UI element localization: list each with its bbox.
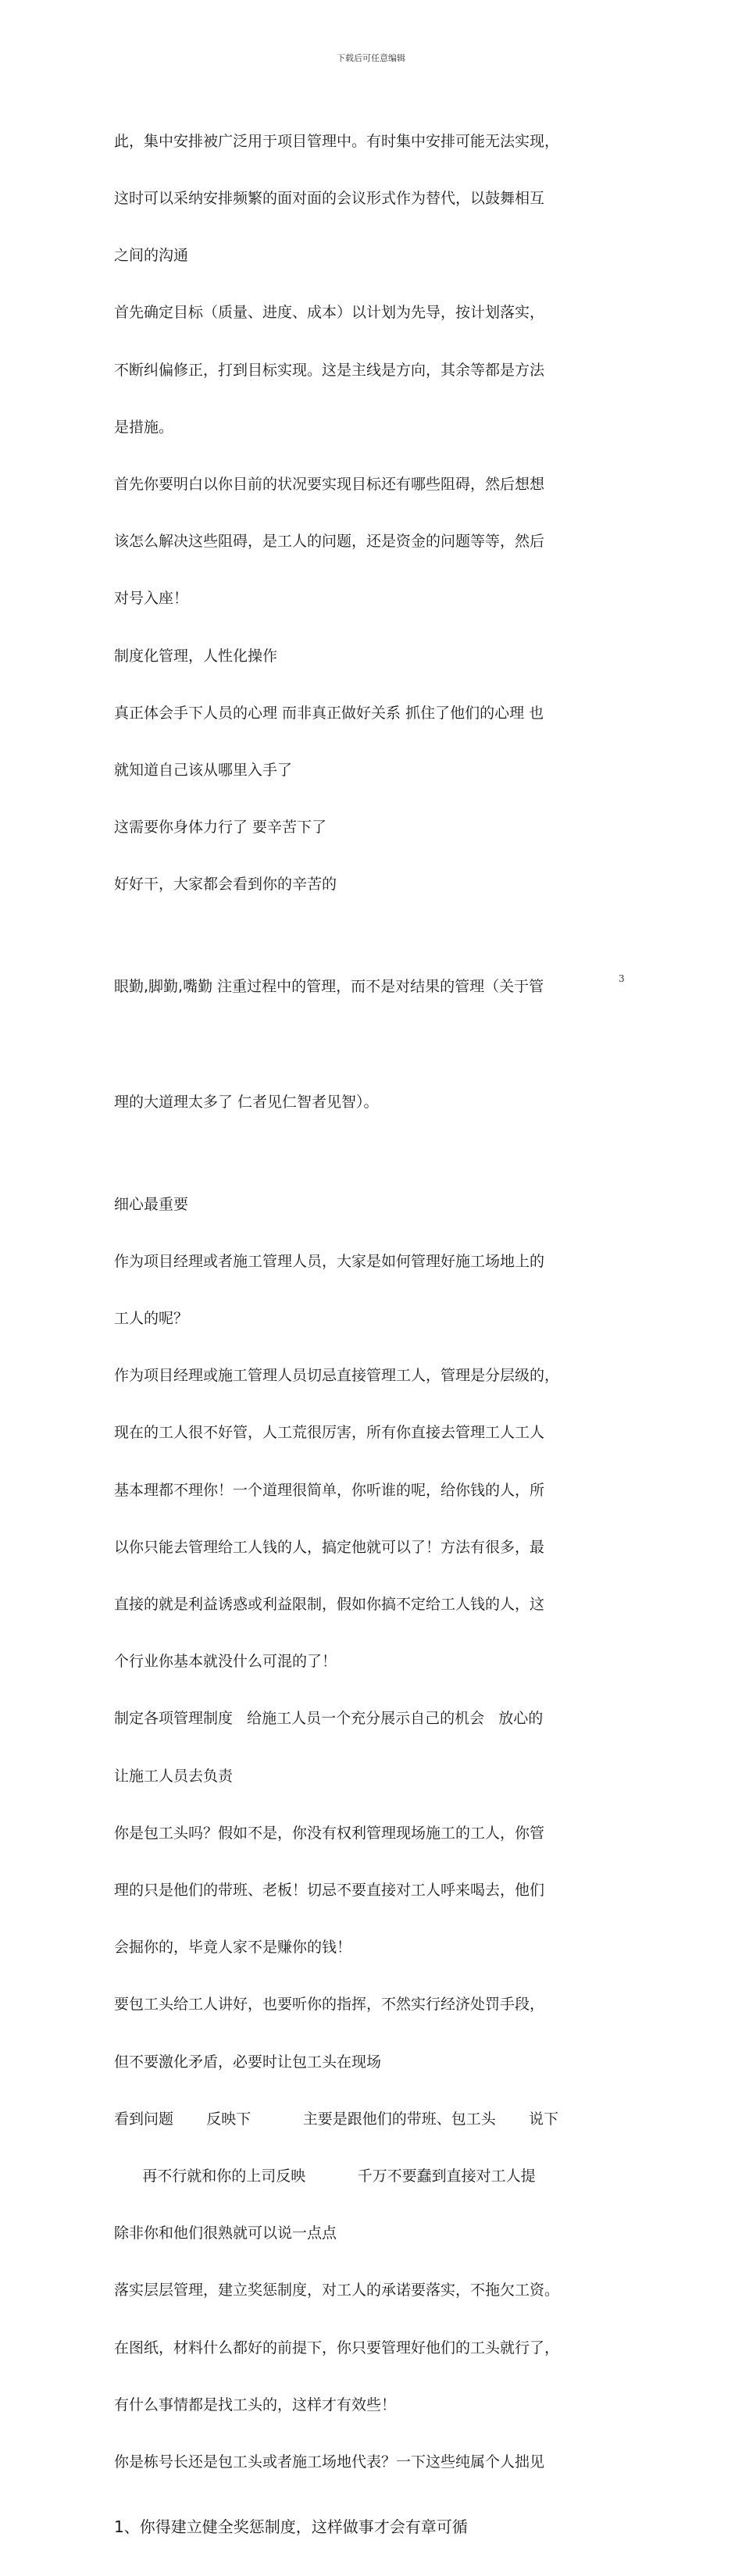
text-line: 这需要你身体力行了 要辛苦下了: [114, 819, 327, 837]
text-line: 但不要激化矛盾，必要时让包工头在现场: [114, 2053, 382, 2071]
text-line: 不断纠偏修正，打到目标实现。这是主线是方向，其余等都是方法: [114, 361, 545, 379]
text-line: 首先确定目标（质量、进度、成本）以计划为先导，按计划落实，: [114, 304, 545, 322]
text-line: 再不行就和你的上司反映 千万不要蠢到直接对工人提: [114, 2167, 536, 2185]
numbered-item: 1、你得建立健全奖惩制度，这样做事才会有章可循: [114, 2517, 468, 2537]
text-line: 这时可以采纳安排频繁的面对面的会议形式作为替代，以鼓舞相互: [114, 190, 545, 208]
body-text: [114, 94, 645, 2576]
text-line: 理的大道理太多了 仁者见仁智者见智）。: [114, 1094, 379, 1111]
page-header: 下载后可任意编辑: [337, 53, 405, 63]
page-number: 3: [619, 973, 625, 984]
text-line: 作为项目经理或施工管理人员切忌直接管理工人，管理是分层级的，: [114, 1367, 560, 1385]
text-line: 制定各项管理制度 给施工人员一个充分展示自己的机会 放心的: [114, 1710, 544, 1728]
text-line: 对号入座！: [114, 590, 189, 608]
text-line: 让施工人员去负责: [114, 1767, 234, 1785]
text-line: 好好干，大家都会看到你的辛苦的: [114, 876, 337, 894]
text-line: 理的只是他们的带班、老板！切忌不要直接对工人呼来喝去，他们: [114, 1881, 545, 1899]
text-line: 看到问题 反映下 主要是跟他们的带班、包工头 说下: [114, 2110, 558, 2128]
text-line: 现在的工人很不好管，人工荒很厉害，所有你直接去管理工人工人: [114, 1424, 545, 1442]
text-line: 是措施。: [114, 418, 174, 436]
text-line: 直接的就是利益诱惑或利益限制，假如你搞不定给工人钱的人，这: [114, 1595, 545, 1613]
text-line: 有什么事情都是找工头的，这样才有效些！: [114, 2396, 397, 2414]
text-line: 就知道自己该从哪里入手了: [114, 762, 293, 780]
text-line: 会掘你的，毕竟人家不是赚你的钱！: [114, 1939, 352, 1957]
text-line: 落实层层管理，建立奖惩制度，对工人的承诺要落实，不拖欠工资。: [114, 2282, 560, 2299]
text-line: 制度化管理，人性化操作: [114, 647, 278, 665]
text-line: 该怎么解决这些阻碍，是工人的问题，还是资金的问题等等，然后: [114, 533, 545, 551]
text-line: 在图纸，材料什么都好的前提下，你只要管理好他们的工头就行了，: [114, 2339, 560, 2357]
text-line: 个行业你基本就没什么可混的了！: [114, 1653, 337, 1671]
text-line: 之间的沟通: [114, 247, 189, 265]
text-line: 真正体会手下人员的心理 而非真正做好关系 抓住了他们的心理 也: [114, 704, 544, 722]
text-line: 首先你要明白以你目前的状况要实现目标还有哪些阻碍，然后想想: [114, 476, 545, 494]
text-line: 此，集中安排被广泛用于项目管理中。有时集中安排可能无法实现，: [114, 132, 560, 150]
text-line: 要包工头给工人讲好，也要听你的指挥，不然实行经济处罚手段，: [114, 1996, 545, 2014]
text-line: 除非你和他们很熟就可以说一点点: [114, 2225, 337, 2242]
text-line: 你是栋号长还是包工头或者施工场地代表？一下这些纯属个人拙见: [114, 2453, 545, 2471]
text-line: 基本理都不理你！一个道理很简单，你听谁的呢，给你钱的人，所: [114, 1481, 545, 1499]
text-line: 你是包工头吗？假如不是，你没有权利管理现场施工的工人，你管: [114, 1824, 545, 1842]
text-line: 眼勤,脚勤,嘴勤 注重过程中的管理，而不是对结果的管理（关于管: [114, 978, 544, 996]
text-line: 作为项目经理或者施工管理人员，大家是如何管理好施工场地上的: [114, 1252, 545, 1270]
text-line: 细心最重要: [114, 1195, 189, 1213]
text-line: 以你只能去管理给工人钱的人，搞定他就可以了！方法有很多，最: [114, 1538, 545, 1556]
text-line: 工人的呢？: [114, 1309, 189, 1327]
